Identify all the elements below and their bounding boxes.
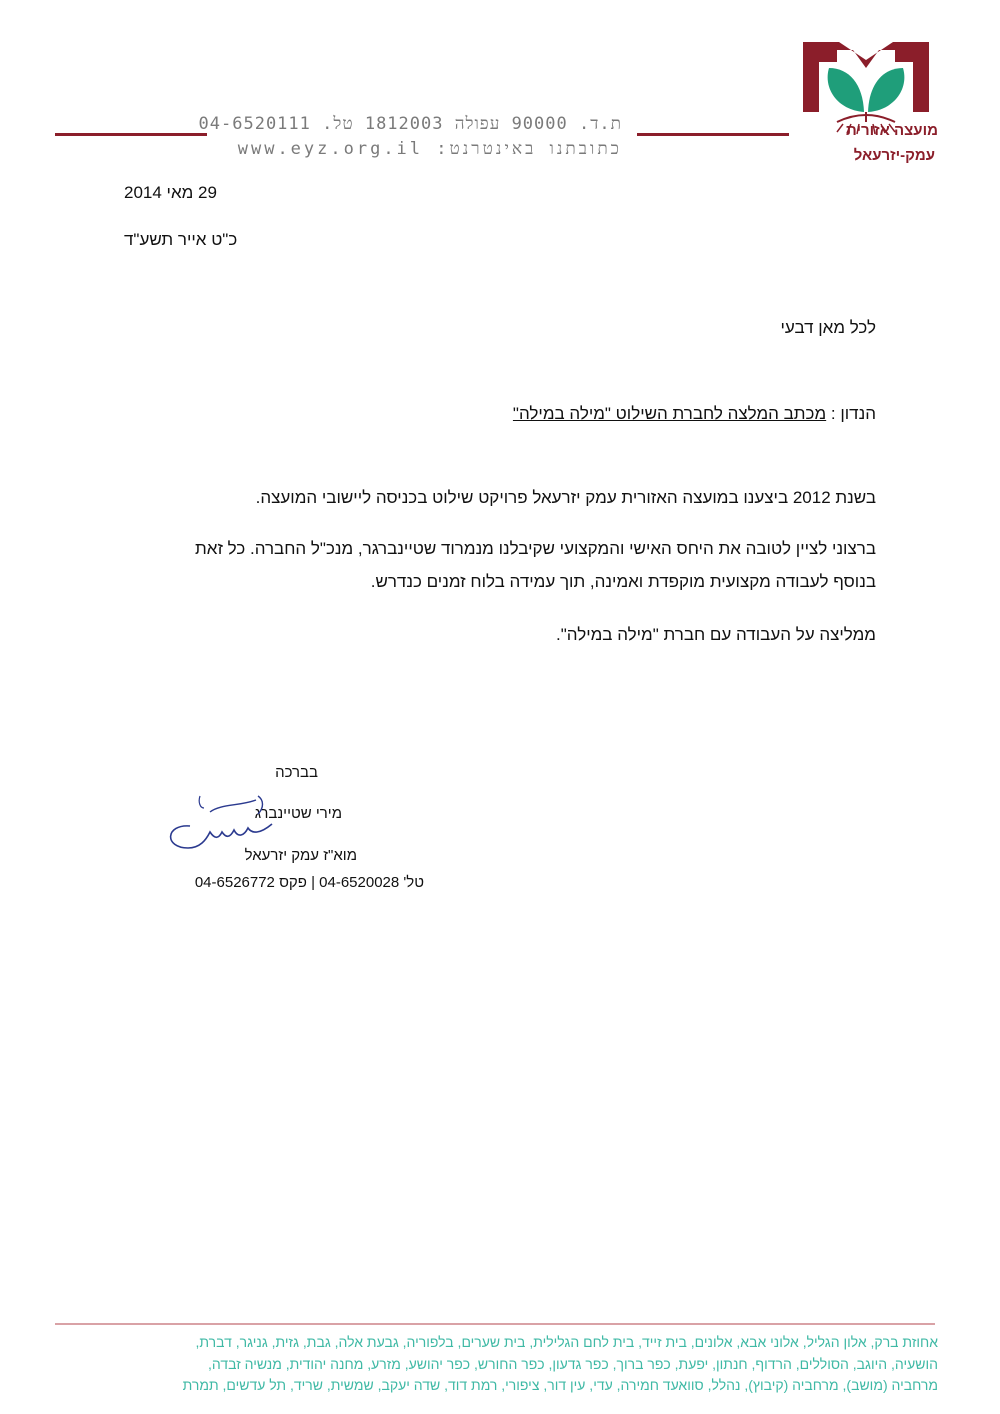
subject-line <box>176 397 876 430</box>
paragraph-3: ממליצה על העבודה עם חברת "מילה במילה". <box>556 625 876 644</box>
subject-label: הנדון : <box>826 404 876 423</box>
paragraph-1: בשנת 2012 ביצענו במועצה האזורית עמק יזרעאל פרויקט שילוט בכניסה ליישובי המועצה. <box>255 488 876 507</box>
footer-settlements-line-3: מרחביה (מושב), מרחביה (קיבוץ), נהלל, סוואעד חמירה, עדי, עין דור, ציפורי, רמת דוד, שדה יעקב, שמשית, שריד, תל עדשים, תמרת <box>182 1377 938 1393</box>
date-gregorian: 29 מאי 2014 <box>124 183 217 202</box>
signature-closing: בברכה <box>275 764 318 781</box>
logo-name-line1: מועצה אזורית <box>846 122 938 139</box>
handwritten-signature-icon <box>160 786 280 861</box>
addressee: לכל מאן דבעי <box>780 318 876 337</box>
date-hebrew: כ"ט אייר תשע"ד <box>124 230 238 249</box>
signer-name: מירי שטיינברג <box>254 805 342 822</box>
signer-phone-line: טל' 04-6520028 | פקס 04-6526772 <box>194 874 424 891</box>
signer-organization: מוא"ז עמק יזרעאל <box>244 847 357 864</box>
header-contact-line: ת.ד. 90000 עפולה 1812003 טל. 04-6520111 <box>198 114 622 134</box>
footer-settlements-line-1: אחוזת ברק, אלון הגליל, אלוני אבא, אלונים, בית זייד, בית לחם הגלילית, בית שערים, בלפוריה, גבעת אלה, גבת, גזית, גניגר, דברת, <box>195 1334 938 1350</box>
header-web-line: כתובתנו באינטרנט: www.eyz.org.il <box>237 139 622 159</box>
header-divider-left <box>55 133 207 136</box>
footer-divider <box>55 1323 935 1325</box>
paragraph-2: ברצוני לציין לטובה את היחס האישי והמקצועי שקיבלנו מנמרוד שטיינברגר, מנכ"ל החברה. כל זאת בנוסף לעבודה מקצועית מוקפדת ואמינה, תוך עמידה בלוח זמנים כנדרש. <box>195 539 876 591</box>
subject-text: מכתב המלצה לחברת השילוט "מילה במילה" <box>512 404 827 423</box>
logo-name-line2: עמק-יזרעאל <box>853 147 935 164</box>
header-divider-right <box>637 133 789 136</box>
footer-settlements-line-2: הושעיה, היוגב, הסוללים, הרדוף, חנתון, יפעת, כפר ברוך, כפר גדעון, כפר החורש, כפר יהושע, מזרע, מחנה יהודית, מנשיה זבדה, <box>208 1356 938 1372</box>
